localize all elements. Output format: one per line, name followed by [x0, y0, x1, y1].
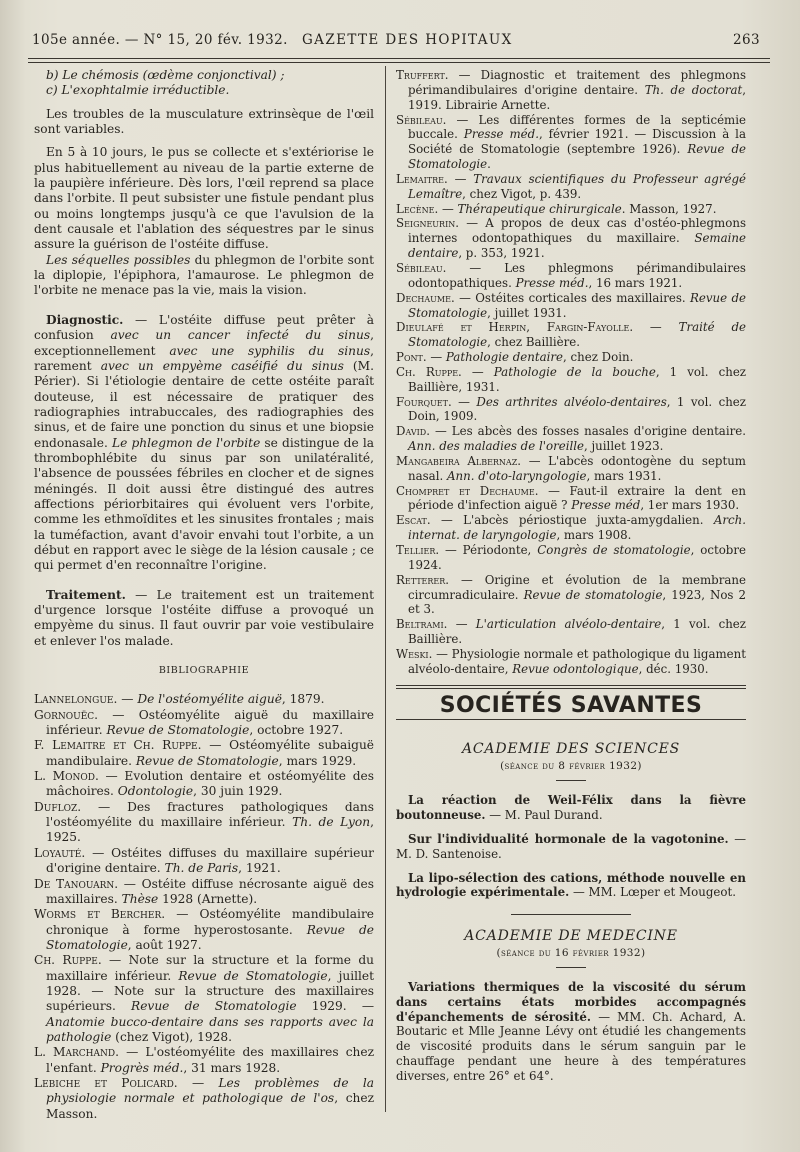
communication-item: Sur l'individualité hormonale de la vagotonine. — M. D. Santenoise. [396, 831, 747, 861]
header-rule [28, 58, 770, 59]
reference-author: Ch. Ruppe. [34, 953, 102, 968]
reference-author: Fourquet. [396, 394, 452, 409]
page-number: 263 [733, 32, 760, 48]
right-column [396, 68, 746, 1093]
reference-author: Lemaitre. [396, 171, 448, 186]
reference-entry: Beltrami. — L'articulation alvéolo-dentaire, 1 vol. chez Baillière. [396, 617, 747, 647]
reference-author: Chompret et Dechaume. [396, 483, 539, 498]
reference-author: Escat. [396, 513, 431, 528]
reference-entry: Dufloz. — Des fractures pathologiques dans l'ostéomyélite du maxillaire inférieur. Th. de Lyon, 1925. [34, 799, 374, 845]
reference-author: Retterer. [396, 572, 450, 587]
short-rule-1 [556, 780, 586, 781]
communication-item: Variations thermiques de la viscosité du sérum dans certains états morbides accompagnés d'épanchements de sérosité. — MM. Ch. Achard, A. Boutaric et Mlle Jeanne Lévy ont étudié les changements de viscosité produits dans le sérum sanguin par le chauffage pendant une heure à des températures diverses, entre 26° et 64°. [396, 979, 746, 1083]
reference-author: Tellier. [396, 543, 440, 557]
paragraph-sequelles: Les séquelles possibles du phlegmon de l'orbite sont la diplopie, l'épiphora, l'amaurose. Le phlegmon de l'orbite ne menace pas la vie, mais la vision. [34, 252, 375, 298]
section-rule-thin [396, 688, 746, 689]
reference-entry: Weski. — Physiologie normale et pathologique du ligament alvéolo-dentaire, Revue odontologique, déc. 1930. [396, 646, 746, 676]
reference-author: Dieulafé et Herpin, Fargin-Fayolle. [396, 320, 634, 335]
paragraph-musculature: Les troubles de la musculature extrinsèque de l'œil sont variables. [34, 106, 374, 137]
reference-author: Lebiche et Policard. [34, 1075, 178, 1090]
section-title-underline [396, 719, 746, 720]
reference-author: Sébileau. [396, 112, 447, 127]
communication-item: La réaction de Weil-Félix dans la fièvre boutonneuse. — M. Paul Durand. [396, 793, 746, 822]
bibliography-list-right [396, 68, 746, 677]
reference-author: Gornouëc. [34, 707, 99, 722]
communication-title: Variations thermiques de la viscosité du sérum dans certains états morbides accompagnés d'épanchements de sérosité. [396, 979, 746, 1024]
reference-entry: Seigneurin. — A propos de deux cas d'ostéo-phlegmons internes odontopathiques du maxillaire. Semaine dentaire, p. 353, 1921. [396, 216, 746, 261]
journal-title: GAZETTE DES HOPITAUX [302, 32, 513, 48]
reference-entry: F. Lemaitre et Ch. Ruppe. — Ostéomyélite subaiguë mandibulaire. Revue de Stomatologie, mars 1929. [34, 738, 375, 768]
reference-entry: Ch. Ruppe. — Note sur la structure et la forme du maxillaire inférieur. Revue de Stomatologie, juillet 1928. — Note sur la structure des maxillaires supérieurs. Revue de Stomatologie 1929. — Anatomie bucco-dentaire dans ses rapports avec la pathologie (chez Vigot), 1928. [34, 953, 375, 1044]
reference-author: L. Monod. [34, 769, 99, 784]
academy-medecine-items [396, 980, 746, 1084]
reference-entry: Lemaitre. — Travaux scientifiques du Professeur agrégé Lemaître, chez Vigot, p. 439. [396, 171, 747, 201]
reference-author: Mangabeira Albernaz. [396, 453, 522, 468]
reference-author: Dechaume. [396, 290, 455, 305]
academy-sciences-heading: ACADEMIE DES SCIENCES [461, 741, 681, 758]
reference-entry: Ch. Ruppe. — Pathologie de la bouche, 1 vol. chez Baillière, 1931. [396, 364, 747, 394]
section-title: SOCIÉTÉS SAVANTES [439, 692, 703, 718]
short-rule-2 [556, 967, 586, 968]
reference-author: Seigneurin. [396, 216, 459, 231]
reference-entry: L. Marchand. — L'ostéomyélite des maxillaires chez l'enfant. Progrès méd., 31 mars 1928. [34, 1045, 375, 1075]
column-divider [385, 66, 386, 1112]
reference-entry: De Tanouarn. — Ostéite diffuse nécrosante aiguë des maxillaires. Thèse 1928 (Arnette). [34, 876, 374, 906]
bibliography-heading: BIBLIOGRAPHIE [158, 665, 250, 677]
communication-item: La lipo-sélection des cations, méthode nouvelle en hydrologie expérimentale. — MM. Lœper et Mougeot. [396, 870, 746, 900]
header-rule-thin [28, 62, 770, 63]
section-rule [396, 685, 746, 686]
academy-medecine-heading: ACADEMIE DE MEDECINE [464, 928, 678, 945]
reference-entry: Sébileau. — Les phlegmons périmandibulaires odontopathiques. Presse méd., 16 mars 1921. [396, 260, 746, 290]
reference-entry: Lebiche et Policard. — Les problèmes de la physiologie normale et pathologique de l'os, chez Masson. [34, 1075, 375, 1121]
reference-author: Beltrami. [396, 617, 448, 632]
paragraph-chemosis: b) Le chémosis (œdème conjonctival) ; [46, 68, 285, 82]
left-column [34, 68, 374, 1122]
issue-info: 105e année. — N° 15, 20 fév. 1932. [32, 32, 288, 48]
reference-entry: Retterer. — Origine et évolution de la membrane circumradiculaire. Revue de stomatologie, 1923, Nos 2 et 3. [396, 572, 746, 617]
communication-title: Sur l'individualité hormonale de la vagotonine. [408, 831, 729, 846]
bibliography-list-left [34, 692, 374, 1122]
paragraph-pus: En 5 à 10 jours, le pus se collecte et s'extériorise le plus habituellement au niveau de la partie externe de la paupière inférieure. Dès lors, l'œil reprend sa place dans l'orbite. Il peut subsister une fistule pendant plus ou moins longtemps jusqu'à ce que l'avulsion de la dent causale et l'ablation des séquestres par le sinus assure la guérison de l'ostéite diffuse. [34, 145, 374, 252]
reference-entry: Escat. — L'abcès périostique juxta-amygdalien. Arch. internat. de laryngologie, mars 1908. [396, 513, 746, 543]
reference-author: Pont. [396, 350, 427, 365]
mid-rule [511, 914, 631, 915]
reference-author: Loyauté. [34, 845, 86, 860]
traitement-heading: Traitement. [46, 587, 126, 602]
reference-entry: Dieulafé et Herpin, Fargin-Fayolle. — Traité de Stomatologie, chez Baillière. [396, 320, 746, 350]
reference-entry: Mangabeira Albernaz. — L'abcès odontogène du septum nasal. Ann. d'oto-laryngologie, mars 1931. [396, 453, 746, 483]
reference-author: F. Lemaitre et Ch. Ruppe. [34, 738, 202, 753]
reference-author: Worms et Bercher. [34, 907, 166, 922]
reference-author: David. [396, 424, 430, 439]
reference-entry: Loyauté. — Ostéites diffuses du maxillaire supérieur d'origine dentaire. Th. de Paris, 1921. [34, 845, 374, 876]
reference-entry: Tellier. — Périodonte, Congrès de stomatologie, octobre 1924. [396, 543, 746, 572]
reference-author: Dufloz. [34, 799, 82, 814]
paragraph-exophtalmie: c) L'exophtalmie irréductible. [46, 83, 230, 98]
reference-author: Weski. [396, 646, 433, 661]
reference-entry: Fourquet. — Des arthrites alvéolo-dentaires, 1 vol. chez Doin, 1909. [396, 394, 746, 424]
reference-entry: Chompret et Dechaume. — Faut-il extraire la dent en période d'infection aiguë ? Presse méd, 1er mars 1930. [396, 483, 746, 513]
reference-author: De Tanouarn. [34, 876, 119, 891]
reference-entry: Lannelongue. — De l'ostéomyélite aiguë, 1879. [34, 692, 325, 707]
reference-entry: L. Monod. — Evolution dentaire et ostéomyélite des mâchoires. Odontologie, 30 juin 1929. [34, 769, 374, 799]
session-date-2: (séance du 16 février 1932) [496, 947, 646, 960]
reference-entry: Truffert. — Diagnostic et traitement des phlegmons périmandibulaires d'origine dentaire. Th. de doctorat, 1919. Librairie Arnette. [396, 68, 746, 112]
reference-author: Lannelongue. [34, 692, 118, 707]
session-date-1: (séance du 8 février 1932) [500, 760, 642, 773]
reference-entry: Lecène. — Thérapeutique chirurgicale. Masson, 1927. [396, 201, 717, 216]
page-header [32, 32, 772, 52]
reference-entry: Dechaume. — Ostéites corticales des maxillaires. Revue de Stomatologie, juillet 1931. [396, 290, 747, 320]
diagnostic-heading: Diagnostic. [46, 312, 124, 327]
reference-entry: Worms et Bercher. — Ostéomyélite mandibulaire chronique à forme hyperostosante. Revue de Stomatologie, août 1927. [34, 907, 374, 952]
reference-entry: David. — Les abcès des fosses nasales d'origine dentaire. Ann. des maladies de l'oreille, juillet 1923. [396, 424, 746, 454]
reference-author: Lecène. [396, 201, 439, 216]
paragraph-diagnostic: Diagnostic. — L'ostéite diffuse peut prêter à confusion avec un cancer infecté du sinus, exceptionnellement avec une syphilis du sinus, rarement avec un empyème caséifié du sinus (M. Périer). Si l'étiologie dentaire de cette ostéite paraît douteuse, il est nécessaire de pratiquer des radiographies intrabuccales, des radiographies des sinus, et de faire une ponction du sinus et une biopsie endonasale. Le phlegmon de l'orbite se distingue de la thrombophlébite du sinus par son unilatéralité, l'absence de poussées fébriles en clocher et de signes méningés. Il doit aussi être distingué des autres affections périorbitaires qui évoluent vers l'orbite, comme les ethmoïdites et les sinusites frontales ; mais la tuméfaction, avant d'avoir envahi tout l'orbite, a un début en rapport avec le siège de la lésion causale ; ce qui permet d'en reconnaître l'origine. [34, 312, 375, 573]
reference-author: L. Marchand. [34, 1045, 119, 1060]
paragraph-traitement: Traitement. — Le traitement est un traitement d'urgence lorsque l'ostéite diffuse a provoqué un empyème du sinus. Il faut ouvrir par voie vestibulaire et enlever l'os malade. [34, 587, 374, 648]
academy-sciences-items [396, 793, 746, 900]
reference-entry: Gornouëc. — Ostéomyélite aiguë du maxillaire inférieur. Revue de Stomatologie, octobre 1927. [34, 707, 374, 738]
communication-title: La réaction de Weil-Félix dans la fièvre boutonneuse. [396, 793, 746, 822]
communication-title: La lipo-sélection des cations, méthode nouvelle en hydrologie expérimentale. [396, 870, 746, 900]
reference-author: Sébileau. [396, 260, 447, 275]
reference-author: Ch. Ruppe. [396, 364, 462, 379]
reference-entry: Pont. — Pathologie dentaire, chez Doin. [396, 350, 634, 365]
reference-entry: Sébileau. — Les différentes formes de la septicémie buccale. Presse méd., février 1921. — Discussion à la Société de Stomatologie (septembre 1926). Revue de Stomatologie. [396, 112, 746, 172]
reference-author: Truffert. [396, 68, 449, 82]
